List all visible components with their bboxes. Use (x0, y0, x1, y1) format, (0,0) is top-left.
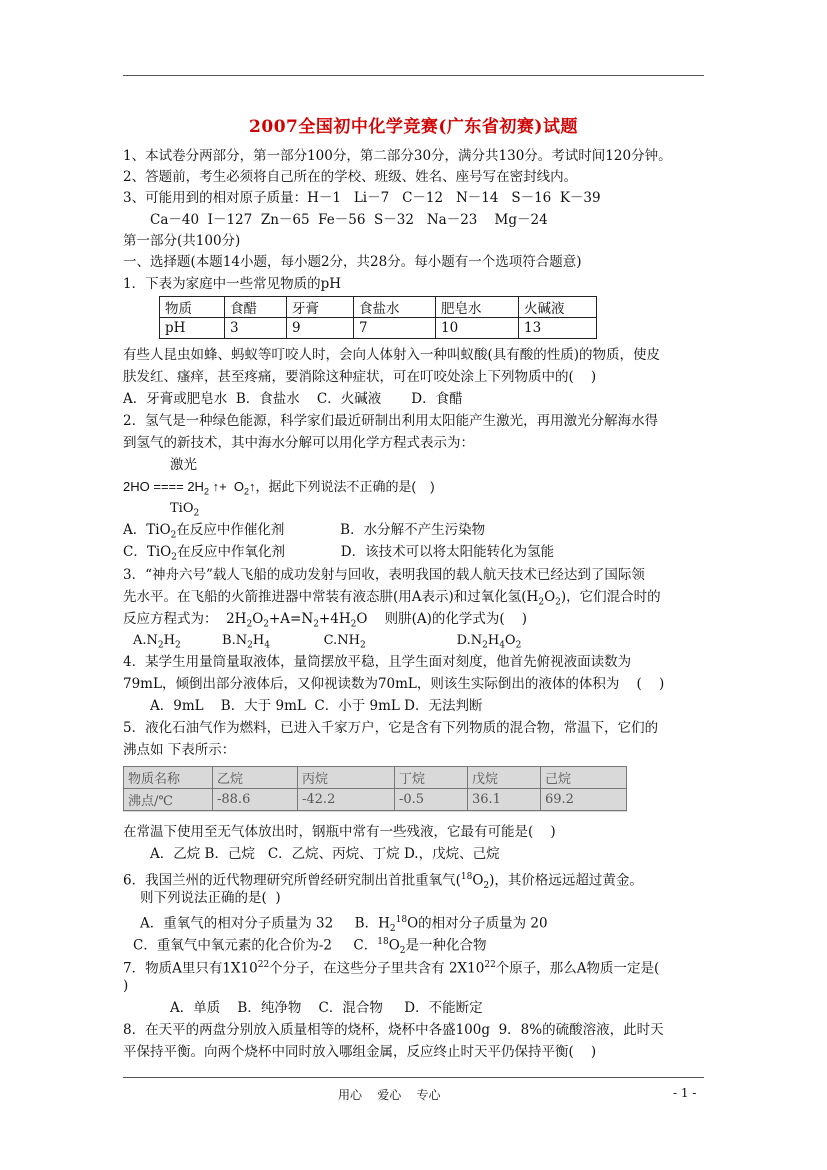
table-cell: 食盐水 (354, 297, 436, 318)
boiling-point-table (123, 766, 627, 812)
q3-text-3e: O 则肼(A)的化学式为( ) (356, 611, 528, 627)
q6-text-1b: O (472, 872, 484, 889)
q5-text-3: 在常温下使用至无气体放出时，钢瓶中常有一些残液，它最有可能是( ) (123, 824, 556, 840)
q3-text-3b: O (252, 611, 264, 627)
q2-text-2: 到氢气的新技术，其中海水分解可以用化学方程式表示为： (123, 435, 474, 451)
part-heading: 第一部分(共100分) (123, 233, 241, 249)
q6-opt-c: C．重氧气中氧元素的化合价为-2 C． (133, 937, 378, 954)
q6-options-cd: C．重氧气中氧元素的化合价为-2 C．$^{18}O_2$是一种化合物 (133, 937, 487, 957)
q6-opt-d-b: 是一种化合物 (405, 937, 487, 954)
q7-text-1a: 7．物质A里只有1X10 (123, 960, 258, 977)
eq-mid: O ==== 2H (139, 479, 204, 494)
page-title: 2007全国初中化学竞赛(广东省初赛)试题 (249, 117, 578, 137)
q3-text-3: 反应方程式为： $2H_2O_2+A=N_2+4H_2O$ 则肼(A)的化学式为( ) (123, 611, 528, 630)
q7-text-2: ) (123, 978, 129, 994)
q2-options-ab: A．TiO$_2$在反应中作催化剂 B．水分解不产生污染物 (123, 522, 486, 541)
q1-text-1: 有些人昆虫如蜂、蚂蚁等叮咬人时，会向人体射入一种叫蚁酸(具有酸的性质)的物质，使皮 (123, 347, 661, 363)
q8-text-2: 平保持平衡。向两个烧杯中同时放入哪组金属，反应终止时天平仍保持平衡( ) (123, 1044, 597, 1060)
q7-text-1: 7．物质A里只有$1X10^{22}$个分子，在这些分子里共含有 $2X10^{22}$个原子，那么A物质一定是( (123, 960, 660, 977)
q3-opt-d: D.N (456, 633, 483, 648)
q6-text-2: 则下列说法正确的是( ) (140, 890, 281, 906)
table-cell: 69.2 (541, 789, 627, 811)
q3-text-2a: 先水平。在飞船的火箭推进器中常装有液态肼(用A表示)和过氧化氢(H (123, 589, 539, 605)
table-cell: 火碱液 (519, 297, 597, 318)
q5-options: A．乙烷 B．己烷 C．乙烷、丙烷、丁烷 D.，戊烷、己烷 (150, 846, 500, 862)
boiling-point-grid (123, 766, 627, 811)
q6-text-1: 6．我国兰州的近代物理研究所曾经研究制出首批重氧气$(^{18}O_2)$，其价格远远超过黄金。 (123, 872, 643, 892)
q5-text-1: 5．液化石油气作为燃料，已进入千家万户，它是含有下列物质的混合物，常温下，它们的 (123, 720, 659, 736)
footer-motto: 用心 爱心 专心 (338, 1088, 441, 1102)
q4-text-2: 79mL，倾倒出部分液体后，又仰视读数为70mL，则该生实际倒出的液体的体积为 ( ) (123, 676, 665, 692)
q7-text-1b: 个分子，在这些分子里共含有 2X10 (269, 960, 485, 977)
q3-options: $A.N_2H_2$ $B.N_2H_4$ $C.NH_2$ $D.N_2H_4O_2$ (133, 633, 522, 651)
table-cell: pH (160, 318, 225, 339)
q2-opt-c: 在反应中作氧化剂 (176, 544, 285, 560)
table-cell: 13 (519, 318, 597, 339)
q7-text-1c: 个原子，那么A物质一定是( (495, 960, 660, 977)
table-row (124, 789, 627, 811)
q3-text-1: 3．“神舟六号”载人飞船的成功发射与回收，表明我国的载人航天技术已经达到了国际领 (123, 567, 645, 583)
q1-stem: 1．下表为家庭中一些常见物质的pH (123, 276, 342, 292)
q2-opt-b: B．水分解不产生污染物 (340, 522, 486, 538)
header-rule (123, 75, 704, 76)
table-cell: 沸点/℃ (124, 789, 213, 811)
q7-options: A．单质 B．纯净物 C．混合物 D．不能断定 (170, 1000, 483, 1016)
q2-opt-a: 在反应中作催化剂 (176, 522, 285, 538)
table-cell: 丁烷 (395, 767, 468, 789)
q6-opt-a: A．重氧气的相对分子质量为 32 B．H (140, 915, 390, 932)
q2-laser-label: 激光 (170, 457, 197, 473)
q3-text-2c: )，它们混合时的 (560, 589, 661, 605)
table-cell: 36.1 (468, 789, 541, 811)
footer-rule (123, 1077, 704, 1078)
q3-opt-c: C.NH (323, 633, 360, 648)
table-cell: 牙膏 (287, 297, 354, 318)
q6-opt-b: O的相对分子质量为 20 (407, 915, 548, 932)
note-2: 2、答题前，考生必须将自己所在的学校、班级、姓名、座号写在密封线内。 (123, 169, 578, 185)
page-number: - 1 - (673, 1086, 697, 1100)
q3-text-3a: 反应方程式为： 2H (123, 611, 247, 627)
q1-options: A．牙膏或肥皂水 B．食盐水 C．火碱液 D．食醋 (123, 391, 463, 407)
q3-opt-b: B.N (222, 633, 248, 648)
table-cell: 食醋 (225, 297, 287, 318)
q2-text-1: 2．氢气是一种绿色能源，科学家们最近研制出利用太阳能产生激光，再用激光分解海水得 (123, 413, 659, 429)
q2-options-cd: C．TiO$_2$在反应中作氧化剂 D．该技术可以将太阳能转化为氢能 (123, 544, 555, 563)
ph-table (159, 296, 597, 339)
q2-catalyst: TiO$_2$ (170, 501, 200, 519)
table-row (160, 318, 597, 339)
q3-opt-d-c: O (504, 633, 516, 648)
note-1: 1、本试卷分两部分，第一部分100分，第二部分30分，满分共130分。考试时间120分钟。 (123, 148, 672, 164)
table-row (124, 767, 627, 789)
q6-opt-d-a: O (388, 937, 400, 954)
table-cell: 物质 (160, 297, 225, 318)
q3-opt-d-b: H (487, 633, 500, 648)
table-cell: 9 (287, 318, 354, 339)
q6-text-1c: )，其价格远远超过黄金。 (489, 872, 643, 889)
table-cell: 乙烷 (213, 767, 298, 789)
q3-text-3c: +A=N (269, 611, 314, 627)
table-cell: 丙烷 (298, 767, 395, 789)
table-cell: 10 (436, 318, 519, 339)
table-cell: 戊烷 (468, 767, 541, 789)
q2-opt-d: D．该技术可以将太阳能转化为氢能 (340, 544, 555, 560)
q3-text-2b: O (544, 589, 556, 605)
table-cell: 7 (354, 318, 436, 339)
q4-text-1: 4．某学生用量筒量取液体，量筒摆放平稳，且学生面对刻度，他首先俯视液面读数为 (123, 654, 632, 670)
table-row (160, 297, 597, 318)
q3-text-3d: +4H (318, 611, 351, 627)
table-cell: 己烷 (541, 767, 627, 789)
q3-opt-a: A.N (133, 633, 158, 648)
q1-text-2: 肤发红、瘙痒，甚至疼痛，要消除这种症状，可在叮咬处涂上下列物质中的( ) (123, 369, 597, 385)
q2-equation: 2HO ==== $2H_2$ ↑+ $O_2↑$，据此下列说法不正确的是( ) (123, 479, 435, 497)
note-4: Ca－40 I－127 Zn－65 Fe－56 S－32 Na－23 Mg－24 (150, 212, 548, 228)
section-heading: 一、选择题(本题14小题，每小题2分，共28分。每小题有一个选项符合题意) (123, 254, 582, 270)
note-3: 3、可能用到的相对原子质量：H－1 Li－7 C－12 N－14 S－16 K－39 (123, 190, 601, 206)
q3-text-2: 先水平。在飞船的火箭推进器中常装有液态肼(用A表示)和过氧化氢$(H_2O_2)$，它们混合时的 (123, 589, 661, 608)
q6-text-1a: 6．我国兰州的近代物理研究所曾经研究制出首批重氧气( (123, 872, 461, 889)
q8-text-1: 8．在天平的两盘分别放入质量相等的烧杯，烧杯中各盛100g 9．8%的硫酸溶液，此时天 (123, 1022, 664, 1038)
eq-right: ，据此下列说法不正确的是( ) (255, 479, 435, 494)
q6-options-ab: A．重氧气的相对分子质量为 32 B．$H_2^{18}O$的相对分子质量为 20 (140, 915, 548, 935)
q5-text-2: 沸点如 下表所示： (123, 742, 236, 758)
eq-left: 2H (123, 479, 140, 494)
q4-options: A．9mL B．大于 9mL C．小于 9mL D．无法判断 (150, 698, 483, 714)
table-cell: 肥皂水 (436, 297, 519, 318)
table-cell: -88.6 (213, 789, 298, 811)
table-cell: -42.2 (298, 789, 395, 811)
catalyst-label: TiO (170, 501, 194, 516)
table-cell: -0.5 (395, 789, 468, 811)
table-cell: 物质名称 (124, 767, 213, 789)
table-cell: 3 (225, 318, 287, 339)
